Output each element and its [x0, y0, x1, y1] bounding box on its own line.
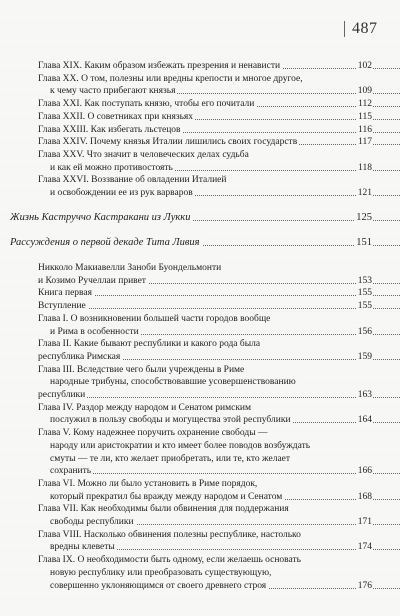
- toc-section-title: Жизнь Каструччо Кастракани из Лукки: [10, 212, 191, 223]
- toc-entry-page: 174: [357, 542, 372, 553]
- toc-entry: [0, 338, 400, 350]
- toc-entry: [0, 174, 400, 186]
- toc-entry-text: который прекратил бы вражду между народом и Сенатом: [50, 491, 283, 502]
- toc-entry-text: республика Римская: [38, 351, 121, 362]
- toc-entry-page: 118: [358, 162, 372, 173]
- dot-leader: [38, 308, 400, 309]
- page-header: [0, 20, 400, 48]
- toc-entry: [0, 402, 400, 414]
- toc-entry: [0, 326, 400, 338]
- toc-entry: [0, 124, 400, 136]
- page-number: 487: [352, 20, 378, 37]
- toc-entry-page: 155: [357, 301, 372, 312]
- toc-entry-text: к чему часто прибегают князья: [50, 86, 176, 97]
- toc-entry-text: Глава XX. О том, полезны или вредны крепости и многое другое,: [38, 73, 303, 84]
- toc-entry: [0, 491, 400, 503]
- toc-section-title: Рассуждения о первой декаде Тита Ливия: [10, 237, 200, 248]
- toc-entry-text: республики: [38, 390, 86, 400]
- dot-leader: [38, 397, 400, 398]
- toc-section: [0, 212, 400, 224]
- toc-entry-text: Глава XXVI. Воззвание об овладении Италией: [38, 175, 227, 186]
- toc-entry-text: Глава III. Вследствие чего были учреждены в Риме: [38, 364, 245, 375]
- toc-entry-text: совершенно уклоняющимся от своего древнего строя: [50, 580, 267, 591]
- toc-entry-page: 156: [357, 326, 372, 337]
- toc-entry: [0, 149, 400, 161]
- toc-entry-text: Глава VI. Можно ли было установить в Риме порядок,: [38, 478, 258, 489]
- toc-entry-text: новую республику или преобразовать существующую,: [50, 567, 272, 578]
- toc-entry-page: 163: [357, 390, 372, 400]
- header-rule: [344, 21, 345, 37]
- toc-entry-text: народу или аристократии и кто имеет более поводов возбуждать: [50, 440, 311, 451]
- toc-entry: [0, 60, 400, 72]
- toc-entry-text: Глава II. Какие бывают республики и какого рода была: [38, 339, 261, 350]
- toc-entry: [0, 313, 400, 325]
- toc-entry-text: вредны клеветы: [50, 542, 115, 553]
- toc-entry: [0, 98, 400, 110]
- toc-entry-text: народные трибуны, способствовавшие усовершенствованию: [50, 377, 296, 388]
- toc-entry-text: Глава I. О возникновении большей части городов вообще: [38, 313, 271, 324]
- toc-entry-page: 121: [357, 188, 372, 198]
- toc-entry-page: 153: [357, 275, 372, 286]
- toc-entry-text: Книга первая: [38, 288, 92, 299]
- toc-entry-text: смуты — те ли, кто желает приобретать, или те, кто желает: [50, 453, 291, 464]
- toc-entry-text: свободы республики: [50, 517, 134, 527]
- toc-entry: [0, 465, 400, 477]
- toc-entry: [0, 440, 400, 452]
- toc-entry: [0, 275, 400, 287]
- toc-entry-page: 116: [358, 124, 372, 135]
- toc-entry-text: Глава XXIII. Как избегать льстецов: [38, 124, 181, 135]
- toc-entry-text: и Рима в особенности: [50, 326, 139, 337]
- toc-entry-page: 166: [357, 466, 372, 477]
- toc-entry: [0, 364, 400, 376]
- toc-entry-text: и освобождении ее из рук варваров: [50, 188, 193, 198]
- toc-entry: [0, 389, 400, 401]
- toc-section-page: 151: [356, 237, 372, 248]
- toc-entry-text: Глава VIII. Насколько обвинения полезны республике, настолько: [38, 529, 301, 540]
- toc-entry-page: 155: [357, 288, 372, 299]
- toc-entry-page: 171: [357, 517, 372, 527]
- toc-entry-text: и как ей можно противостоять: [50, 162, 173, 173]
- toc-entry: [0, 516, 400, 528]
- toc-entry: [0, 136, 400, 148]
- toc-entry: [0, 300, 400, 312]
- toc-entry: [0, 287, 400, 299]
- toc-entry: [0, 478, 400, 490]
- toc-section: [0, 237, 400, 249]
- toc-entry-page: 117: [358, 137, 372, 148]
- toc-entry-text: Глава IV. Раздор между народом и Сенатом римским: [38, 402, 252, 413]
- toc-entry-text: Глава XXIV. Почему князья Италии лишились своих государств: [38, 137, 298, 148]
- toc-entry: [0, 85, 400, 97]
- toc-entry-text: Глава VII. Как необходимы были обвинения для поддержания: [38, 504, 289, 515]
- toc-entry: [0, 351, 400, 363]
- toc-entry: [0, 187, 400, 199]
- toc-entry-page: 168: [357, 491, 372, 502]
- toc-entry: [0, 73, 400, 85]
- toc-entry: [0, 262, 400, 274]
- toc-entry-text: Глава IX. О необходимости быть одному, если желаешь основать: [38, 555, 301, 566]
- toc-entry: [0, 554, 400, 566]
- toc-entry-page: 159: [357, 351, 372, 362]
- toc-entry-page: 115: [358, 111, 372, 122]
- toc-entry-text: Вступление: [38, 301, 86, 312]
- toc-entry: [0, 580, 400, 592]
- toc-entry: [0, 414, 400, 426]
- toc-entry: [0, 427, 400, 439]
- toc-entry-page: 176: [357, 580, 372, 591]
- dot-leader: [50, 473, 400, 474]
- toc-entry-text: и Козимо Ручеллаи привет: [38, 275, 146, 286]
- toc-entry-text: Глава V. Кому надежнее поручить охранение свободы —: [38, 428, 268, 439]
- toc-entry-text: сохранить: [50, 466, 92, 477]
- toc-entry: [0, 529, 400, 541]
- toc-entry-text: Глава XXI. Как поступать князю, чтобы его почитали: [38, 99, 255, 110]
- toc-entry-text: послужил в пользу свободы и могущества этой республики: [50, 415, 291, 426]
- toc-entry: [0, 376, 400, 388]
- toc-entry-page: 102: [357, 61, 372, 71]
- toc-entry-page: 112: [358, 99, 372, 110]
- toc-entry: [0, 503, 400, 515]
- toc-entry-text: Глава XIX. Каким образом избежать презрения и ненависти: [38, 61, 281, 71]
- toc-entry: [0, 567, 400, 579]
- toc-entry: [0, 162, 400, 174]
- toc-entry-page: 164: [357, 415, 372, 426]
- toc-section-page: 125: [356, 212, 372, 223]
- toc-entry-page: 109: [357, 86, 372, 97]
- toc-entry-text: Глава XXV. Что значит в человеческих делах судьба: [38, 149, 249, 160]
- toc-entry: [0, 541, 400, 553]
- toc-entry: [0, 453, 400, 465]
- toc-entry-text: Глава XXII. О советниках при князьях: [38, 111, 194, 122]
- toc-entry: [0, 111, 400, 123]
- toc-entry-text: Никколо Макиавелли Заноби Буондельмонти: [38, 263, 222, 273]
